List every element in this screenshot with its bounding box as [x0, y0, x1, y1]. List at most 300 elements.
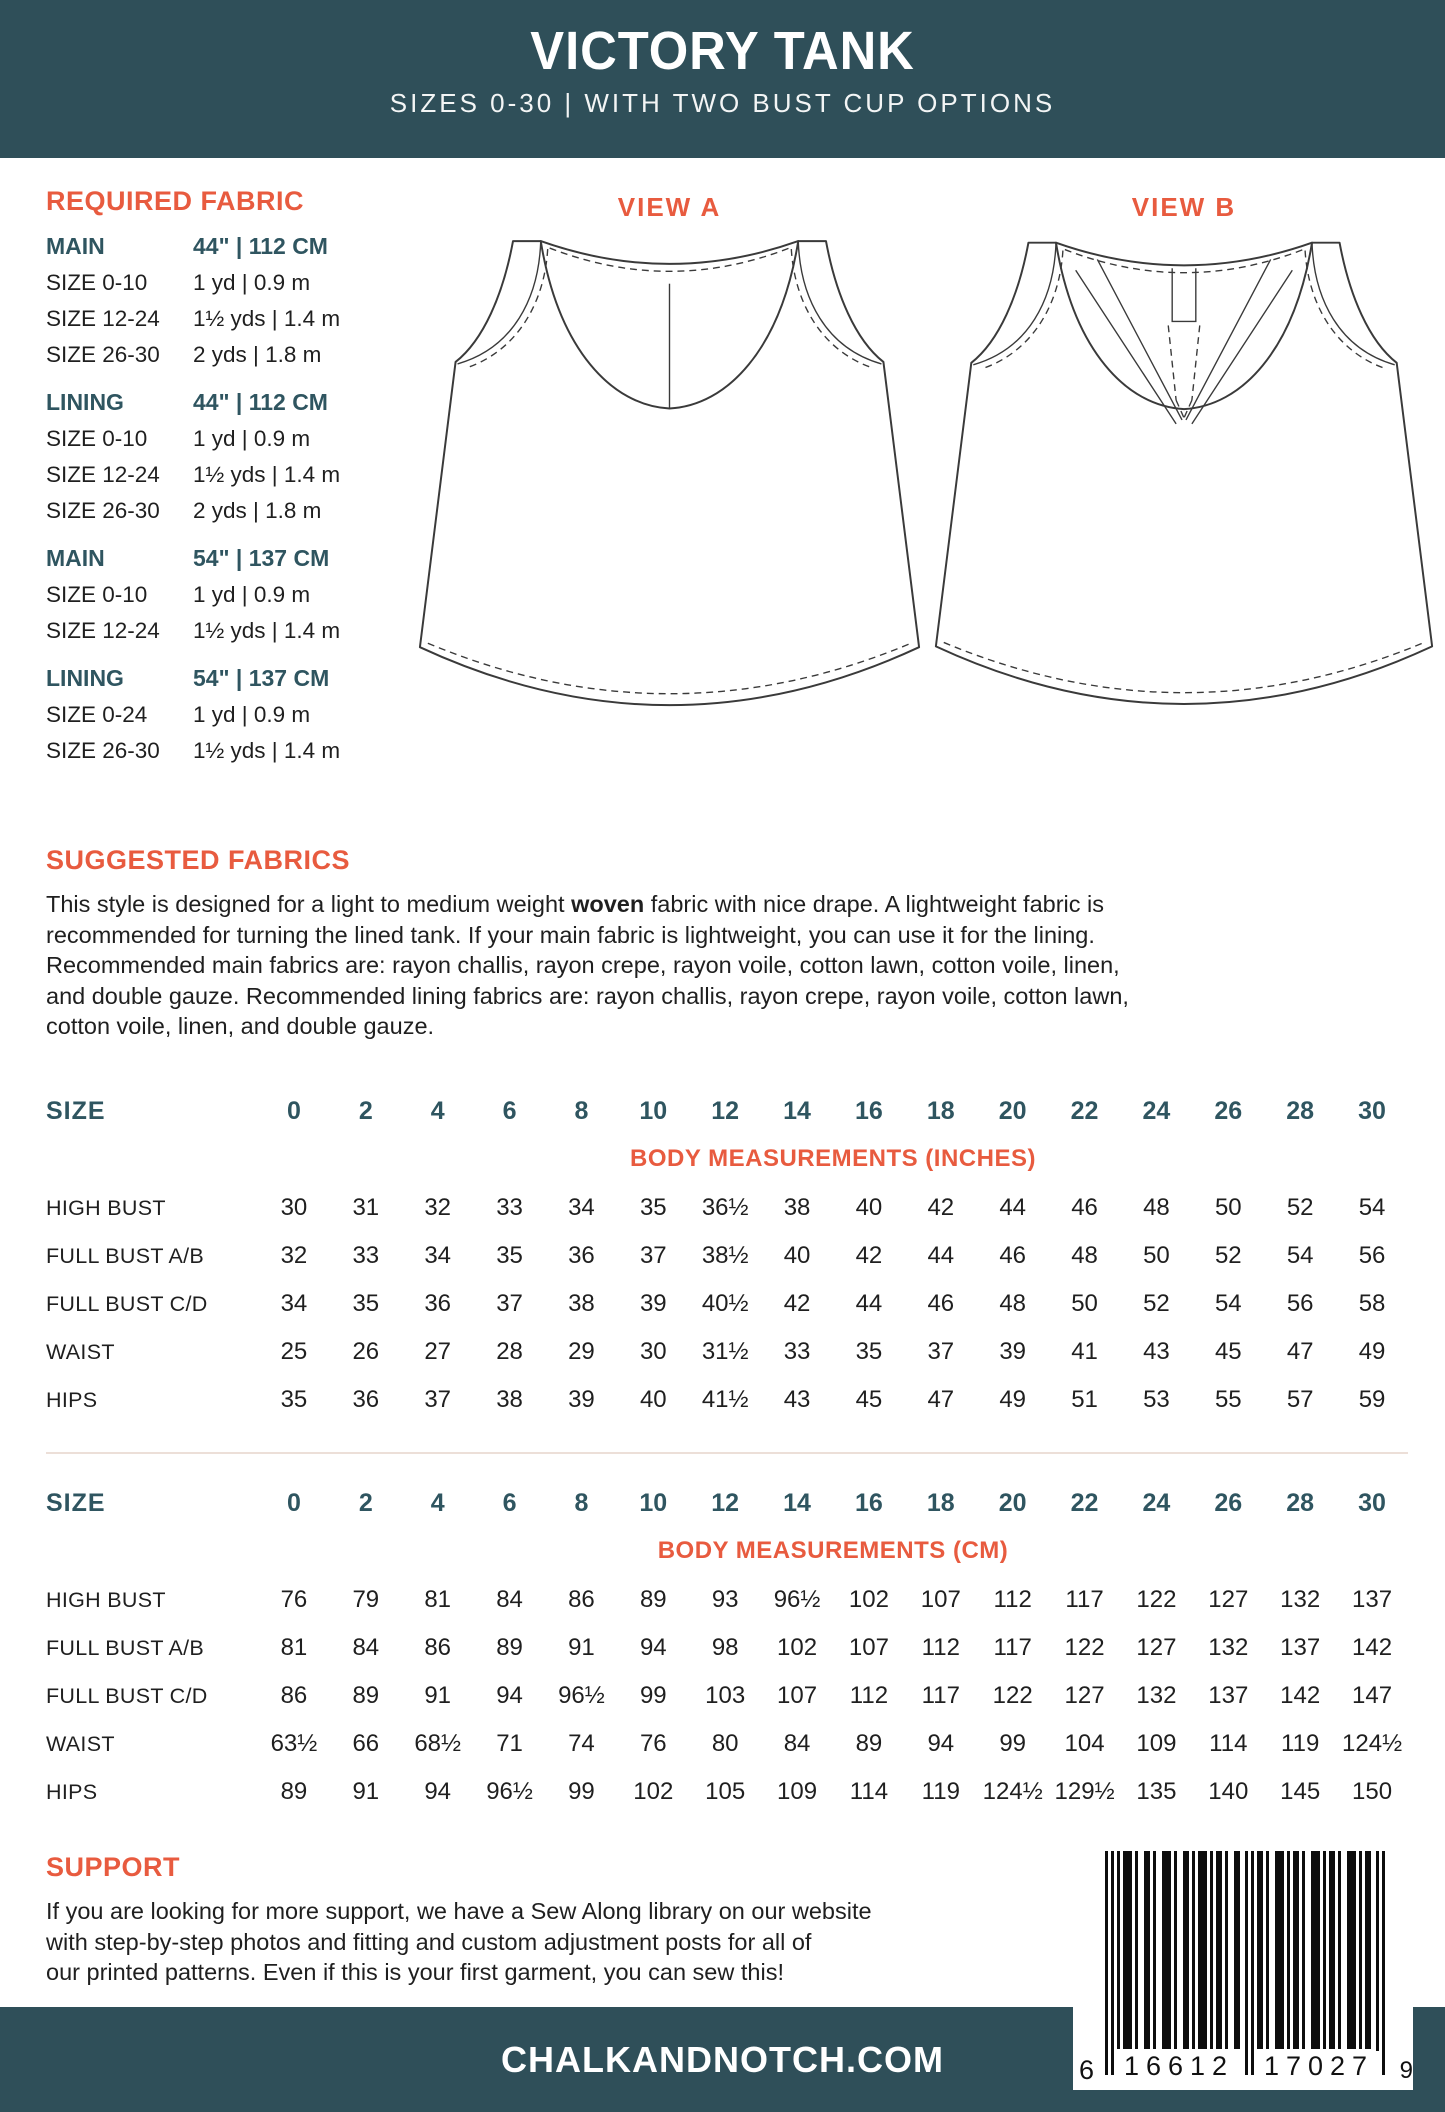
- table-row-hips: [46, 1376, 1408, 1424]
- measurement-cell: 94: [424, 1778, 452, 1805]
- size-column-header: 18: [926, 1096, 955, 1125]
- measurement-cell: 96½: [486, 1778, 533, 1805]
- measurement-cell: 35: [855, 1338, 883, 1365]
- fabric-group-header: [46, 545, 402, 572]
- size-column-header: 20: [998, 1096, 1027, 1125]
- size-column-header: 16: [855, 1488, 883, 1517]
- measurement-cell: 38½: [701, 1242, 749, 1269]
- yardage: 1 yd | 0.9 m: [193, 702, 311, 727]
- measurement-cell: 36: [352, 1386, 380, 1413]
- measurement-cell: 40: [639, 1386, 667, 1413]
- measurement-cell: 59: [1358, 1386, 1386, 1413]
- yardage: 1½ yds | 1.4 m: [193, 618, 341, 643]
- size-column-header: 24: [1142, 1488, 1171, 1517]
- measurement-cell: 54: [1286, 1242, 1314, 1269]
- measurement-cell: 86: [424, 1634, 452, 1661]
- fabric-width-label: 54" | 137 CM: [193, 665, 330, 691]
- fabric-row: [46, 613, 402, 649]
- paragraph-line: If you are looking for more support, we have a Sew Along library on our website: [46, 1898, 872, 1924]
- measurement-cell: 50: [1071, 1290, 1098, 1317]
- measurement-cell: 137: [1352, 1586, 1393, 1613]
- measurement-cell: 39: [568, 1386, 595, 1413]
- measurement-cell: 46: [999, 1242, 1027, 1269]
- measurement-cell: 29: [568, 1338, 595, 1365]
- measurement-cell: 39: [999, 1338, 1027, 1365]
- measurement-cell: 40: [855, 1194, 883, 1221]
- measurement-cell: 42: [855, 1242, 883, 1269]
- body-measurements-cm-label: BODY MEASUREMENTS (CM): [657, 1537, 1009, 1564]
- measurement-cell: 55: [1214, 1386, 1242, 1413]
- measurement-cell: 107: [920, 1586, 961, 1613]
- fabric-row: [46, 265, 402, 301]
- barcode-bars: [1105, 1851, 1391, 2081]
- size-column-header: 4: [430, 1488, 445, 1517]
- measurement-cell: 38: [496, 1386, 523, 1413]
- measurement-cell: 76: [280, 1586, 308, 1613]
- yardage: 1½ yds | 1.4 m: [193, 306, 341, 331]
- measurement-cell: 49: [999, 1386, 1027, 1413]
- measurement-cell: 47: [927, 1386, 955, 1413]
- fabric-row: [46, 733, 402, 769]
- row-label: WAIST: [46, 1731, 115, 1756]
- measurement-cell: 44: [927, 1242, 955, 1269]
- measurement-cell: 112: [849, 1682, 889, 1709]
- measurement-cell: 94: [927, 1730, 955, 1757]
- size-range: SIZE 26-30: [46, 498, 160, 523]
- yardage: 1 yd | 0.9 m: [193, 270, 311, 295]
- size-range: SIZE 26-30: [46, 738, 160, 763]
- yardage: 1½ yds | 1.4 m: [193, 462, 341, 487]
- measurement-cell: 142: [1352, 1634, 1393, 1661]
- measurement-cell: 46: [1071, 1194, 1098, 1221]
- paragraph-line: cotton voile, linen, and double gauze.: [46, 1013, 435, 1040]
- fabric-width-label: 44" | 112 CM: [193, 233, 328, 259]
- table-row-hips: [46, 1768, 1408, 1816]
- measurement-cell: 102: [777, 1634, 818, 1661]
- measurement-cell: 117: [921, 1682, 960, 1709]
- measurement-cell: 80: [711, 1730, 739, 1757]
- measurement-cell: 31: [352, 1194, 380, 1221]
- required-fabric-section: [46, 186, 402, 769]
- measurement-cell: 127: [1136, 1634, 1177, 1661]
- view-b-block: [928, 192, 1440, 793]
- measurement-cell: 36: [568, 1242, 595, 1269]
- measurement-cell: 137: [1208, 1682, 1249, 1709]
- paragraph-line: with step-by-step photos and fitting and custom adjustment posts for all of: [46, 1928, 812, 1955]
- measurement-cell: 45: [855, 1386, 883, 1413]
- measurement-cell: 117: [993, 1634, 1032, 1661]
- yardage: 2 yds | 1.8 m: [193, 342, 322, 367]
- measurement-cell: 38: [783, 1194, 811, 1221]
- measurement-cell: 135: [1136, 1778, 1177, 1805]
- size-column-header: 8: [574, 1488, 589, 1517]
- measurement-cell: 99: [639, 1682, 667, 1709]
- measurement-cell: 48: [1071, 1242, 1098, 1269]
- size-column-header: 26: [1214, 1488, 1243, 1517]
- fabric-group-header: [46, 389, 402, 416]
- measurement-cell: 109: [777, 1778, 818, 1805]
- measurement-cell: 44: [855, 1290, 883, 1317]
- measurement-cell: 52: [1143, 1290, 1170, 1317]
- measurement-cell: 51: [1071, 1386, 1098, 1413]
- page-title: VICTORY TANK: [530, 21, 915, 81]
- yardage: 1 yd | 0.9 m: [193, 582, 311, 607]
- measurement-cell: 91: [568, 1634, 595, 1661]
- paragraph-line: recommended for turning the lined tank. If your main fabric is lightweight, you can use it for the lining.: [46, 921, 1095, 948]
- size-range: SIZE 0-10: [46, 426, 148, 451]
- size-column-header: 14: [783, 1488, 811, 1517]
- measurement-cell: 109: [1136, 1730, 1177, 1757]
- measurement-cell: 48: [1143, 1194, 1170, 1221]
- size-column-header: 8: [574, 1096, 589, 1125]
- table-row-full-bust-cd: [46, 1672, 1408, 1720]
- measurement-cell: 91: [424, 1682, 452, 1709]
- measurement-cell: 84: [783, 1730, 811, 1757]
- barcode-digit-check: 9: [1399, 2057, 1413, 2084]
- measurement-cell: 89: [280, 1778, 308, 1805]
- measurement-cell: 32: [280, 1242, 308, 1269]
- text-run: fabric with nice drape. A lightweight fabric is: [644, 891, 1105, 917]
- measurement-cell: 30: [280, 1194, 308, 1221]
- measurement-cell: 48: [999, 1290, 1027, 1317]
- size-header-label: SIZE: [46, 1488, 106, 1517]
- section-label-row: [46, 1134, 1408, 1184]
- measurement-cell: 107: [777, 1682, 818, 1709]
- support-section: [46, 1852, 1106, 1988]
- suggested-fabrics-heading: SUGGESTED FABRICS: [46, 845, 351, 875]
- page-subtitle: SIZES 0-30 | WITH TWO BUST CUP OPTIONS: [389, 88, 1056, 118]
- fabric-type-label: MAIN: [46, 233, 105, 259]
- measurement-cell: 40: [783, 1242, 811, 1269]
- measurement-cell: 94: [496, 1682, 523, 1709]
- table-row-waist: [46, 1328, 1408, 1376]
- fabric-type-label: MAIN: [46, 545, 105, 571]
- measurement-cell: 47: [1286, 1338, 1314, 1365]
- barcode-digit-group2: 17027: [1257, 2051, 1381, 2082]
- fabric-row: [46, 301, 402, 337]
- size-header-label: SIZE: [46, 1096, 106, 1125]
- measurement-cell: 42: [927, 1194, 955, 1221]
- table-row-high-bust: [46, 1184, 1408, 1232]
- yardage: 1 yd | 0.9 m: [193, 426, 311, 451]
- view-b-label: VIEW B: [1131, 192, 1237, 222]
- measurement-cell: 74: [568, 1730, 595, 1757]
- measurement-cell: 32: [424, 1194, 452, 1221]
- measurement-cell: 119: [921, 1778, 960, 1805]
- measurement-cell: 89: [352, 1682, 380, 1709]
- measurement-cell: 93: [711, 1586, 739, 1613]
- measurement-cell: 96½: [558, 1682, 605, 1709]
- fabric-group-lining-44: [46, 389, 402, 529]
- measurement-cell: 89: [855, 1730, 883, 1757]
- row-label: HIPS: [46, 1779, 98, 1804]
- measurement-cell: 94: [639, 1634, 667, 1661]
- fabric-type-label: LINING: [46, 665, 124, 691]
- size-table-inches: [46, 1088, 1408, 1424]
- measurement-cell: 66: [352, 1730, 380, 1757]
- row-label: WAIST: [46, 1339, 115, 1364]
- barcode: [1073, 1845, 1413, 2090]
- size-column-header: 30: [1358, 1488, 1386, 1517]
- size-column-header: 26: [1214, 1096, 1243, 1125]
- view-a-block: [412, 192, 927, 793]
- fabric-row: [46, 577, 402, 613]
- measurement-cell: 91: [352, 1778, 380, 1805]
- tank-illustration-view-a: [412, 233, 927, 788]
- size-column-header: 24: [1142, 1096, 1171, 1125]
- measurement-cell: 50: [1143, 1242, 1170, 1269]
- row-label: FULL BUST C/D: [46, 1683, 208, 1708]
- measurement-cell: 81: [280, 1634, 308, 1661]
- measurement-cell: 43: [1143, 1338, 1170, 1365]
- fabric-group-main-44: [46, 233, 402, 373]
- fabric-type-label: LINING: [46, 389, 124, 415]
- measurement-cell: 53: [1143, 1386, 1170, 1413]
- row-label: HIPS: [46, 1387, 98, 1412]
- measurement-cell: 39: [639, 1290, 667, 1317]
- row-label: HIGH BUST: [46, 1195, 166, 1220]
- size-column-header: 20: [998, 1488, 1027, 1517]
- table-row-full-bust-ab: [46, 1232, 1408, 1280]
- size-column-header: 6: [502, 1488, 517, 1517]
- measurement-cell: 99: [568, 1778, 595, 1805]
- measurement-cell: 104: [1064, 1730, 1105, 1757]
- size-column-header: 28: [1286, 1488, 1315, 1517]
- measurement-cell: 58: [1358, 1290, 1386, 1317]
- yardage: 1½ yds | 1.4 m: [193, 738, 341, 763]
- measurement-cell: 114: [849, 1778, 889, 1805]
- measurement-cell: 43: [783, 1386, 811, 1413]
- header-band: [0, 0, 1445, 158]
- fabric-row: [46, 457, 402, 493]
- yardage: 2 yds | 1.8 m: [193, 498, 322, 523]
- measurement-cell: 38: [568, 1290, 595, 1317]
- paragraph-line: and double gauze. Recommended lining fabrics are: rayon challis, rayon crepe, rayon voile, cotton lawn,: [46, 982, 1129, 1009]
- measurement-cell: 84: [496, 1586, 523, 1613]
- fabric-row: [46, 493, 402, 529]
- size-column-header: 12: [711, 1096, 740, 1125]
- measurement-cell: 99: [999, 1730, 1027, 1757]
- measurement-cell: 86: [568, 1586, 595, 1613]
- size-column-header: 14: [783, 1096, 811, 1125]
- measurement-cell: 36: [424, 1290, 452, 1317]
- table-row-high-bust: [46, 1576, 1408, 1624]
- measurement-cell: 52: [1214, 1242, 1242, 1269]
- size-column-header: 2: [358, 1096, 373, 1125]
- fabric-row: [46, 421, 402, 457]
- support-heading: SUPPORT: [46, 1852, 181, 1882]
- body-measurements-inches-label: BODY MEASUREMENTS (INCHES): [630, 1145, 1036, 1172]
- table-row-full-bust-cd: [46, 1280, 1408, 1328]
- size-column-header: 16: [855, 1096, 883, 1125]
- measurement-cell: 56: [1286, 1290, 1314, 1317]
- measurement-cell: 28: [496, 1338, 523, 1365]
- measurement-cell: 114: [1209, 1730, 1248, 1757]
- measurement-cell: 105: [705, 1778, 746, 1805]
- measurement-cell: 124½: [982, 1778, 1043, 1805]
- size-column-header: 2: [358, 1488, 373, 1517]
- size-range: SIZE 12-24: [46, 306, 160, 331]
- measurement-cell: 33: [783, 1338, 811, 1365]
- measurement-cell: 44: [999, 1194, 1027, 1221]
- size-column-header: 18: [926, 1488, 955, 1517]
- paragraph-line: [46, 889, 1406, 920]
- measurement-cell: 33: [496, 1194, 523, 1221]
- size-range: SIZE 26-30: [46, 342, 160, 367]
- paragraph-line: our printed patterns. Even if this is your first garment, you can sew this!: [46, 1959, 784, 1986]
- size-range: SIZE 0-10: [46, 582, 148, 607]
- measurement-cell: 122: [1064, 1634, 1105, 1661]
- measurement-cell: 129½: [1054, 1778, 1115, 1805]
- measurement-cell: 137: [1280, 1634, 1321, 1661]
- tables-divider: [46, 1452, 1408, 1454]
- measurement-cell: 35: [280, 1386, 308, 1413]
- size-column-header: 10: [639, 1488, 668, 1517]
- fabric-row: [46, 337, 402, 373]
- size-header-row: [46, 1480, 1408, 1526]
- measurement-cell: 30: [639, 1338, 667, 1365]
- size-column-header: 12: [711, 1488, 740, 1517]
- suggested-fabrics-paragraph: [46, 889, 1406, 1042]
- size-range: SIZE 12-24: [46, 462, 160, 487]
- measurement-cell: 112: [921, 1634, 960, 1661]
- measurement-cell: 79: [352, 1586, 380, 1613]
- fabric-width-label: 54" | 137 CM: [193, 545, 330, 571]
- measurement-cell: 35: [496, 1242, 523, 1269]
- measurement-cell: 107: [848, 1634, 889, 1661]
- bold-text-run: woven: [571, 891, 645, 917]
- measurement-cell: 119: [1281, 1730, 1320, 1757]
- measurement-cell: 49: [1358, 1338, 1386, 1365]
- size-header-row: [46, 1088, 1408, 1134]
- measurement-cell: 50: [1214, 1194, 1242, 1221]
- required-fabric-heading: REQUIRED FABRIC: [46, 186, 305, 216]
- fabric-group-header: [46, 665, 402, 692]
- fabric-group-main-54: [46, 545, 402, 649]
- measurement-cell: 102: [633, 1778, 674, 1805]
- measurement-cell: 150: [1352, 1778, 1393, 1805]
- measurement-cell: 76: [639, 1730, 667, 1757]
- measurement-cell: 122: [992, 1682, 1033, 1709]
- measurement-cell: 34: [424, 1242, 452, 1269]
- row-label: FULL BUST A/B: [46, 1243, 205, 1268]
- measurement-cell: 37: [639, 1242, 667, 1269]
- measurement-cell: 103: [705, 1682, 746, 1709]
- size-column-header: 22: [1070, 1096, 1099, 1125]
- table-row-waist: [46, 1720, 1408, 1768]
- fabric-row: [46, 697, 402, 733]
- measurement-cell: 127: [1064, 1682, 1105, 1709]
- measurement-cell: 31½: [701, 1338, 749, 1365]
- measurement-cell: 84: [352, 1634, 380, 1661]
- measurement-cell: 45: [1214, 1338, 1242, 1365]
- size-column-header: 22: [1070, 1488, 1099, 1517]
- size-range: SIZE 12-24: [46, 618, 160, 643]
- size-column-header: 4: [430, 1096, 445, 1125]
- fabric-group-header: [46, 233, 402, 260]
- measurement-cell: 132: [1280, 1586, 1321, 1613]
- size-column-header: 0: [286, 1488, 301, 1517]
- website-url: CHALKANDNOTCH.COM: [501, 2039, 944, 2080]
- measurement-cell: 35: [352, 1290, 380, 1317]
- measurement-cell: 40½: [701, 1290, 749, 1317]
- size-column-header: 0: [286, 1096, 301, 1125]
- measurement-cell: 132: [1136, 1682, 1177, 1709]
- tank-illustration-view-b: [928, 233, 1440, 788]
- size-column-header: 28: [1286, 1096, 1315, 1125]
- fabric-width-label: 44" | 112 CM: [193, 389, 328, 415]
- barcode-digit-lead: 6: [1079, 2055, 1095, 2085]
- size-range: SIZE 0-24: [46, 702, 148, 727]
- measurement-cell: 37: [496, 1290, 523, 1317]
- measurement-cell: 41½: [701, 1386, 749, 1413]
- measurement-cell: 122: [1136, 1586, 1177, 1613]
- measurement-cell: 124½: [1342, 1730, 1403, 1757]
- view-a-label: VIEW A: [617, 192, 722, 222]
- measurement-cell: 145: [1280, 1778, 1321, 1805]
- row-label: FULL BUST C/D: [46, 1291, 208, 1316]
- text-run: This style is designed for a light to medium weight: [46, 891, 572, 917]
- section-label-row: [46, 1526, 1408, 1576]
- size-table-cm: [46, 1480, 1408, 1816]
- measurement-cell: 112: [993, 1586, 1032, 1613]
- measurement-cell: 89: [639, 1586, 667, 1613]
- measurement-cell: 57: [1286, 1386, 1314, 1413]
- measurement-cell: 86: [280, 1682, 308, 1709]
- measurement-cell: 96½: [773, 1586, 821, 1613]
- measurement-cell: 140: [1208, 1778, 1249, 1805]
- measurement-cell: 127: [1208, 1586, 1249, 1613]
- measurement-cell: 147: [1352, 1682, 1393, 1709]
- size-column-header: 30: [1358, 1096, 1386, 1125]
- paragraph-line: Recommended main fabrics are: rayon challis, rayon crepe, rayon voile, cotton lawn, cotton voile, linen,: [46, 952, 1120, 979]
- measurement-cell: 102: [848, 1586, 889, 1613]
- measurement-cell: 71: [496, 1730, 523, 1757]
- measurement-cell: 37: [927, 1338, 955, 1365]
- measurement-cell: 142: [1280, 1682, 1321, 1709]
- measurement-cell: 89: [496, 1634, 523, 1661]
- row-label: FULL BUST A/B: [46, 1635, 205, 1660]
- measurement-cell: 33: [352, 1242, 380, 1269]
- fabric-group-lining-54: [46, 665, 402, 769]
- measurement-cell: 81: [424, 1586, 452, 1613]
- measurement-cell: 41: [1071, 1338, 1098, 1365]
- measurement-cell: 98: [711, 1634, 739, 1661]
- measurement-cell: 132: [1208, 1634, 1249, 1661]
- measurement-cell: 54: [1214, 1290, 1242, 1317]
- size-column-header: 6: [502, 1096, 517, 1125]
- measurement-cell: 117: [1065, 1586, 1104, 1613]
- barcode-digit-group1: 16612: [1117, 2051, 1241, 2082]
- measurement-cell: 36½: [701, 1194, 749, 1221]
- measurement-cell: 34: [280, 1290, 308, 1317]
- measurement-cell: 52: [1286, 1194, 1314, 1221]
- measurement-cell: 35: [639, 1194, 667, 1221]
- size-column-header: 10: [639, 1096, 668, 1125]
- measurement-cell: 37: [424, 1386, 452, 1413]
- table-row-full-bust-ab: [46, 1624, 1408, 1672]
- measurement-cell: 54: [1358, 1194, 1386, 1221]
- row-label: HIGH BUST: [46, 1587, 166, 1612]
- measurement-cell: 63½: [270, 1730, 318, 1757]
- suggested-fabrics-section: [46, 845, 1406, 1042]
- support-paragraph: [46, 1896, 1106, 1988]
- size-range: SIZE 0-10: [46, 270, 148, 295]
- measurement-cell: 27: [424, 1338, 452, 1365]
- measurement-cell: 46: [927, 1290, 955, 1317]
- measurement-cell: 34: [568, 1194, 595, 1221]
- measurement-cell: 56: [1358, 1242, 1386, 1269]
